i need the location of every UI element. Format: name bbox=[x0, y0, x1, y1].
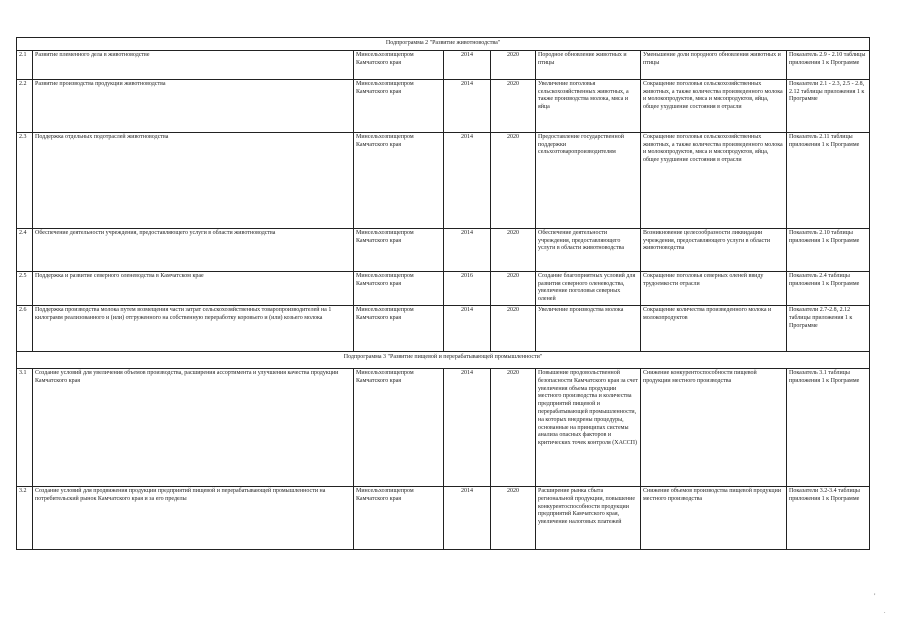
linked-indicator: Показатель 2.10 таблицы приложения 1 к Программе bbox=[787, 228, 870, 271]
executor: Минсельхозпищепром Камчатского края bbox=[354, 79, 444, 132]
measure-name: Развитие племенного дела в животноводстве bbox=[33, 50, 354, 79]
end-year: 2020 bbox=[491, 368, 536, 486]
start-year: 2014 bbox=[444, 228, 491, 271]
table-row bbox=[17, 305, 870, 351]
executor: Минсельхозпищепром Камчатского края bbox=[354, 271, 444, 305]
expected-result: Повышение продовольственной безопасности Камчатского края за счет увеличения объема продукции местного производства и количества предприятий пищевой и перерабатывающей промышленности, на которых внедрены процедуры, основанные на принципах системы анализа опасных факторов и критических точек контроля (ХАССП) bbox=[536, 368, 641, 486]
executor: Минсельхозпищепром Камчатского края bbox=[354, 305, 444, 351]
start-year: 2014 bbox=[444, 132, 491, 228]
end-year: 2020 bbox=[491, 271, 536, 305]
table-row bbox=[17, 486, 870, 549]
linked-indicator: Показатель 2.4 таблицы приложения 1 к Программе bbox=[787, 271, 870, 305]
non-implementation-consequence: Сокращение поголовья сельскохозяйственных животных, а также количества произведенного молока и молокопродуктов, мяса и мясопродуктов, яйца, общее ухудшение состояния в отрасли bbox=[641, 132, 787, 228]
table-row bbox=[17, 132, 870, 228]
row-number: 2.6 bbox=[17, 305, 33, 351]
linked-indicator: Показатель 2.9 - 2.10 таблицы приложения 1 к Программе bbox=[787, 50, 870, 79]
row-number: 3.1 bbox=[17, 368, 33, 486]
table-row bbox=[17, 79, 870, 132]
measure-name: Создание условий для продвижения продукции предприятий пищевой и перерабатывающей промышленности на потребительский рынок Камчатского края и за его пределы bbox=[33, 486, 354, 549]
non-implementation-consequence: Возникновение целесообразности ликвидации учреждения, предоставляющего услуги в области животноводства bbox=[641, 228, 787, 271]
start-year: 2016 bbox=[444, 271, 491, 305]
measure-name: Обеспечение деятельности учреждения, предоставляющего услуги в области животноводства bbox=[33, 228, 354, 271]
row-number: 2.1 bbox=[17, 50, 33, 79]
non-implementation-consequence: Сокращение поголовья северных оленей ввиду трудоемкости отрасли bbox=[641, 271, 787, 305]
start-year: 2014 bbox=[444, 486, 491, 549]
subprogram-3-heading: Подпрограмма 3 "Развитие пищевой и перерабатывающей промышленности" bbox=[17, 351, 870, 368]
linked-indicator: Показатель 2.11 таблицы приложения 1 к Программе bbox=[787, 132, 870, 228]
measure-name: Поддержка и развитие северного оленеводства в Камчатском крае bbox=[33, 271, 354, 305]
row-number: 2.5 bbox=[17, 271, 33, 305]
scan-margin-mark: , bbox=[874, 590, 876, 596]
executor: Минсельхозпищепром Камчатского края bbox=[354, 132, 444, 228]
executor: Минсельхозпищепром Камчатского края bbox=[354, 368, 444, 486]
start-year: 2014 bbox=[444, 305, 491, 351]
program-measures-table bbox=[16, 37, 870, 550]
non-implementation-consequence: Уменьшение доли породного обновления животных и птицы bbox=[641, 50, 787, 79]
executor: Минсельхозпищепром Камчатского края bbox=[354, 228, 444, 271]
measure-name: Поддержка отдельных подотраслей животноводства bbox=[33, 132, 354, 228]
start-year: 2014 bbox=[444, 50, 491, 79]
linked-indicator: Показатели 3.2-3.4 таблицы приложения 1 к Программе bbox=[787, 486, 870, 549]
scan-margin-mark: . bbox=[884, 609, 886, 615]
expected-result: Обеспечение деятельности учреждения, предоставляющего услуги в области животноводства bbox=[536, 228, 641, 271]
start-year: 2014 bbox=[444, 79, 491, 132]
end-year: 2020 bbox=[491, 228, 536, 271]
non-implementation-consequence: Сокращение поголовья сельскохозяйственных животных, а также количества произведенного молока и молокопродуктов, мяса и мясопродуктов, яйца, общее ухудшение состояния в отрасли bbox=[641, 79, 787, 132]
end-year: 2020 bbox=[491, 132, 536, 228]
row-number: 2.3 bbox=[17, 132, 33, 228]
row-number: 3.2 bbox=[17, 486, 33, 549]
table-row bbox=[17, 271, 870, 305]
measure-name: Развитие производства продукции животноводства bbox=[33, 79, 354, 132]
non-implementation-consequence: Снижение конкурентоспособности пищевой продукции местного производства bbox=[641, 368, 787, 486]
end-year: 2020 bbox=[491, 50, 536, 79]
expected-result: Предоставление государственной поддержки сельхозтоваропроизводителям bbox=[536, 132, 641, 228]
expected-result: Расширение рынка сбыта региональной продукции, повышение конкурентоспособности продукции предприятий Камчатского края, увеличение налоговых платежей bbox=[536, 486, 641, 549]
expected-result: Породное обновление животных и птицы bbox=[536, 50, 641, 79]
executor: Минсельхозпищепром Камчатского края bbox=[354, 486, 444, 549]
executor: Минсельхозпищепром Камчатского края bbox=[354, 50, 444, 79]
expected-result: Создание благоприятных условий для развития северного оленеводства, увеличение поголовья северных оленей bbox=[536, 271, 641, 305]
linked-indicator: Показатели 2.7-2.8, 2.12 таблицы приложения 1 к Программе bbox=[787, 305, 870, 351]
row-number: 2.2 bbox=[17, 79, 33, 132]
non-implementation-consequence: Снижение объемов производства пищевой продукции местного производства bbox=[641, 486, 787, 549]
expected-result: Увеличение производства молока bbox=[536, 305, 641, 351]
non-implementation-consequence: Сокращение количества произведенного молока и молокопродуктов bbox=[641, 305, 787, 351]
subprogram-2-heading: Подпрограмма 2 "Развитие животноводства" bbox=[17, 38, 870, 51]
row-number: 2.4 bbox=[17, 228, 33, 271]
linked-indicator: Показатели 2.1 - 2.3, 2.5 - 2.8, 2.12 таблицы приложения 1 к Программе bbox=[787, 79, 870, 132]
expected-result: Увеличение поголовья сельскохозяйственных животных, а также производства молока, мяса и яйца bbox=[536, 79, 641, 132]
end-year: 2020 bbox=[491, 79, 536, 132]
linked-indicator: Показатель 3.1 таблицы приложения 1 к Программе bbox=[787, 368, 870, 486]
measure-name: Создание условий для увеличения объемов производства, расширения ассортимента и улучшения качества продукции Камчатского края bbox=[33, 368, 354, 486]
start-year: 2014 bbox=[444, 368, 491, 486]
table-row bbox=[17, 228, 870, 271]
end-year: 2020 bbox=[491, 305, 536, 351]
table-row bbox=[17, 50, 870, 79]
measure-name: Поддержка производства молока путем возмещения части затрат сельскохозяйственных товаропроизводителей на 1 килограмм реализованного и (или) отгруженного на собственную переработку коровьего и (или) козьего молока bbox=[33, 305, 354, 351]
table-row bbox=[17, 368, 870, 486]
end-year: 2020 bbox=[491, 486, 536, 549]
